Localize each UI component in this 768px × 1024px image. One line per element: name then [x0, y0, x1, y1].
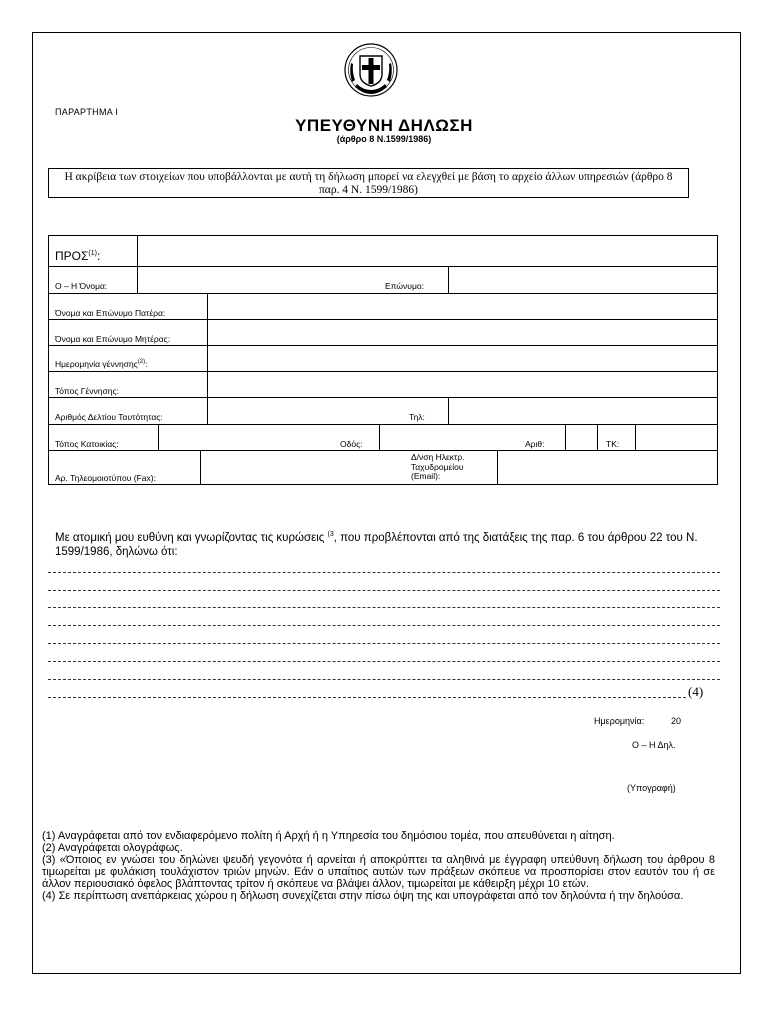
to-field[interactable] [137, 236, 717, 266]
document-subtitle: (άρθρο 8 Ν.1599/1986) [336, 134, 432, 144]
form-row-birthplace [49, 372, 717, 398]
id-field[interactable] [207, 398, 401, 424]
name-label: Ο – Η Όνομα: [55, 281, 108, 291]
footnotes [42, 830, 715, 902]
surname-label: Επώνυμο: [385, 281, 424, 291]
greek-coat-of-arms-icon [343, 42, 399, 98]
residence-field[interactable] [158, 425, 332, 450]
accuracy-notice: Η ακρίβεια των στοιχείων που υποβάλλονται με αυτή τη δήλωση μπορεί να ελεγχθεί με βάση το αρχείο άλλων υπηρεσιών (άρθρο 8 παρ. 4 Ν. 1599/1986) [48, 168, 689, 198]
father-field[interactable] [207, 294, 717, 319]
birthplace-label: Τόπος Γέννησης: [55, 386, 119, 396]
document-title: ΥΠΕΥΘΥΝΗ ΔΗΛΩΣΗ [295, 116, 473, 135]
street-field[interactable] [379, 425, 517, 450]
phone-label: Τηλ: [409, 412, 425, 422]
zip-label-cell [597, 425, 635, 450]
continuation-marker: (4) [688, 684, 704, 699]
form-row-to [49, 236, 717, 267]
footnote-2: (2) Αναγράφεται ολογράφως. [42, 842, 183, 854]
declaration-line[interactable] [48, 679, 720, 680]
name-field[interactable] [137, 267, 378, 293]
father-label: Όνομα και Επώνυμο Πατέρα: [55, 308, 166, 318]
id-label: Αριθμός Δελτίου Ταυτότητας: [55, 412, 163, 422]
declaration-line[interactable] [48, 697, 686, 698]
form-row-address [49, 425, 717, 451]
to-label: ΠΡΟΣ$^{(1)}$: [55, 249, 101, 263]
birthdate-field[interactable] [207, 346, 717, 371]
number-field[interactable] [565, 425, 597, 450]
residence-label: Τόπος Κατοικίας: [55, 439, 119, 449]
number-label: Αριθ: [525, 439, 545, 449]
form-row-father [49, 294, 717, 320]
footnote-3: (3) «Όποιος εν γνώσει του δηλώνει ψευδή γεγονότα ή αρνείται ή αποκρύπτει τα αληθινά με έγγραφη υπεύθυνη δήλωση του άρθρου 8 τιμωρείται με φυλάκιση τουλάχιστον τριών μηνών. Εάν ο υπαίτιος αυτών των πράξεων σκόπευε να προσπορίσει στον εαυτόν του ή σε άλλον περιουσιακό όφελος βλάπτοντας τρίτον ή σκόπευε να βλάψει άλλον, τιμωρείται με κάθειρξη μέχρι 10 ετών. [42, 854, 715, 890]
surname-field[interactable] [448, 267, 717, 293]
zip-label: ΤΚ: [606, 439, 620, 449]
form-row-contact [49, 451, 717, 484]
declaration-line[interactable] [48, 572, 720, 573]
declaration-line[interactable] [48, 643, 720, 644]
fax-field[interactable] [200, 451, 405, 484]
birthdate-label: Ημερομηνία γέννησης$^{(2)}$: [55, 359, 148, 369]
annex-label: ΠΑΡΑΡΤΗΜΑ Ι [55, 107, 119, 117]
zip-field[interactable] [635, 425, 717, 450]
footnote-1: (1) Αναγράφεται από τον ενδιαφερόμενο πολίτη ή Αρχή ή η Υπηρεσία του δημόσιου τομέα, που απευθύνεται η αίτηση. [42, 830, 615, 842]
declaration-line[interactable] [48, 661, 720, 662]
fax-label: Αρ. Τηλεομοιοτύπου (Fax): [55, 473, 156, 483]
email-label: Δ/νση Ηλεκτρ. Ταχυδρομείου (Email): [411, 452, 465, 481]
footnote-4: (4) Σε περίπτωση ανεπάρκειας χώρου η δήλωση συνεχίζεται στην πίσω όψη της και υπογράφεται από τον δηλούντα ή την δηλούσα. [42, 890, 684, 902]
birthplace-field[interactable] [207, 372, 717, 397]
form-row-birthdate [49, 346, 717, 372]
personal-details-form [48, 235, 718, 485]
mother-field[interactable] [207, 320, 717, 345]
declaration-line[interactable] [48, 590, 720, 591]
form-row-name [49, 267, 717, 294]
email-field[interactable] [497, 451, 717, 484]
form-row-id [49, 398, 717, 425]
street-label: Οδός: [340, 439, 363, 449]
date-label: Ημερομηνία: [594, 716, 645, 726]
form-row-mother [49, 320, 717, 346]
declarant-label: Ο – Η Δηλ. [632, 740, 676, 750]
mother-label: Όνομα και Επώνυμο Μητέρας: [55, 334, 171, 344]
declaration-line[interactable] [48, 607, 720, 608]
declaration-text: Με ατομική μου ευθύνη και γνωρίζοντας τις κυρώσεις $^{(3}$, που προβλέπονται από της διατάξεις της παρ. 6 του άρθρου 22 του Ν. 1599/1986, δηλώνω ότι: [55, 531, 698, 558]
phone-field[interactable] [448, 398, 717, 424]
signature-label: (Υπογραφή) [627, 783, 676, 793]
date-value: 20 [671, 716, 682, 726]
declaration-line[interactable] [48, 625, 720, 626]
